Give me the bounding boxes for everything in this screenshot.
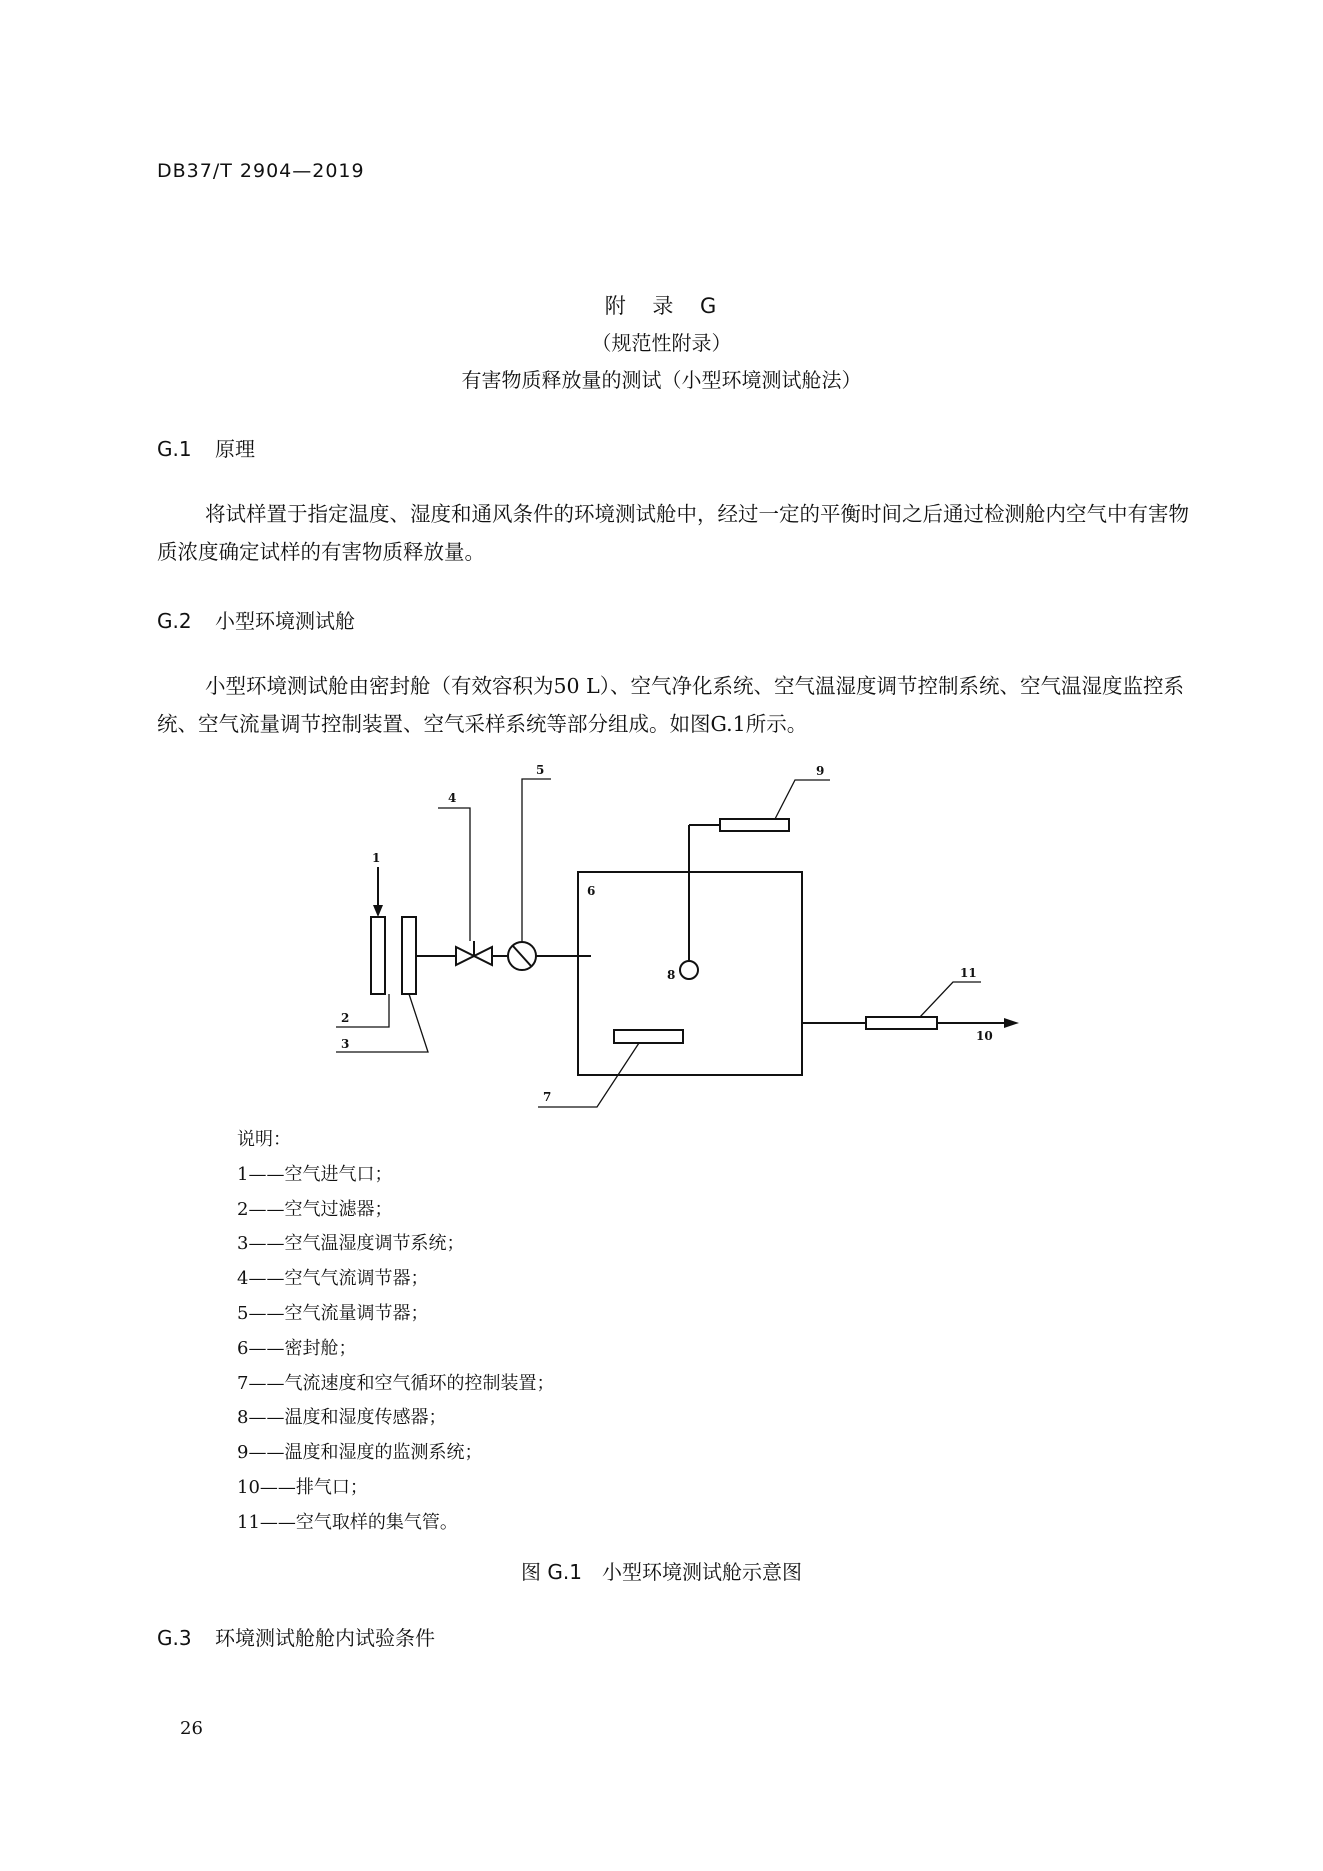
flow-meter-needle — [513, 946, 531, 966]
paragraph-text: 小型环境测试舱由密封舱（有效容积为50 L）、空气净化系统、空气温湿度调节控制系统、空气温湿度监控系统、空气流量调节控制装置、空气采样系统等部分组成。如图G.1所示。 — [157, 674, 1184, 736]
figure-label-6: 6 — [587, 884, 596, 898]
section-title: 环境测试舱舱内试验条件 — [215, 1626, 435, 1650]
document-id: DB37/T 2904—2019 — [157, 160, 365, 182]
figure-label-10: 10 — [976, 1029, 993, 1043]
section-number: G.3 — [157, 1626, 192, 1650]
appendix-name: 有害物质释放量的测试（小型环境测试舱法） — [461, 368, 862, 392]
leader-line-5 — [522, 779, 551, 942]
leader-line-4 — [438, 808, 470, 941]
section-title: 小型环境测试舱 — [215, 609, 355, 633]
figure-label-7: 7 — [543, 1090, 552, 1104]
leader-line-11 — [920, 982, 981, 1017]
legend-item: 4——空气气流调节器； — [237, 1268, 429, 1290]
figure-label-8: 8 — [667, 968, 676, 982]
exhaust-arrowhead — [1004, 1018, 1019, 1028]
legend-item: 6——密封舱； — [237, 1337, 357, 1359]
flow-valve — [456, 947, 474, 965]
section-heading-g3 — [157, 1622, 435, 1651]
leader-line-3 — [336, 994, 428, 1052]
legend-item: 7——气流速度和空气循环的控制装置； — [237, 1372, 555, 1394]
monitoring-system — [720, 819, 789, 831]
circulation-control-device — [614, 1030, 683, 1043]
leader-line-9 — [775, 780, 830, 819]
legend-title: 说明： — [237, 1129, 291, 1150]
humidity-conditioner — [402, 917, 416, 994]
legend-item: 8——温度和湿度传感器； — [237, 1407, 447, 1429]
section-title: 原理 — [215, 437, 255, 461]
figure-label-2: 2 — [341, 1011, 350, 1025]
legend-item: 1——空气进气口； — [237, 1163, 393, 1185]
appendix-title: 附 录 G — [604, 294, 719, 318]
flow-valve — [474, 947, 492, 965]
figure-caption: 图 G.1 小型环境测试舱示意图 — [521, 1560, 802, 1584]
figure-label-9: 9 — [816, 764, 825, 778]
legend-item: 3——空气温湿度调节系统； — [237, 1233, 465, 1255]
legend-item: 11——空气取样的集气管。 — [237, 1511, 458, 1533]
appendix-kind: （规范性附录） — [591, 331, 732, 355]
section-number: G.2 — [157, 609, 192, 633]
paragraph-text: 将试样置于指定温度、湿度和通风条件的环境测试舱中，经过一定的平衡时间之后通过检测舱内空气中有害物质浓度确定试样的有害物质释放量。 — [157, 502, 1189, 564]
sampling-collector-tube — [866, 1017, 937, 1029]
inlet-arrowhead — [373, 905, 383, 917]
legend-item: 5——空气流量调节器； — [237, 1302, 429, 1324]
figure-label-11: 11 — [960, 966, 977, 980]
figure-label-5: 5 — [536, 763, 545, 777]
temp-humidity-sensor — [680, 961, 698, 979]
section-number: G.1 — [157, 437, 192, 461]
figure-label-4: 4 — [448, 791, 457, 805]
figure-label-1: 1 — [372, 851, 381, 865]
air-filter — [371, 917, 385, 994]
page-number: 26 — [180, 1718, 203, 1739]
legend-item: 2——空气过滤器； — [237, 1198, 393, 1220]
figure-label-3: 3 — [341, 1037, 350, 1051]
legend-item: 10——排气口； — [237, 1476, 368, 1498]
legend-item: 9——温度和湿度的监测系统； — [237, 1442, 483, 1464]
figure-legend — [237, 1123, 554, 1541]
